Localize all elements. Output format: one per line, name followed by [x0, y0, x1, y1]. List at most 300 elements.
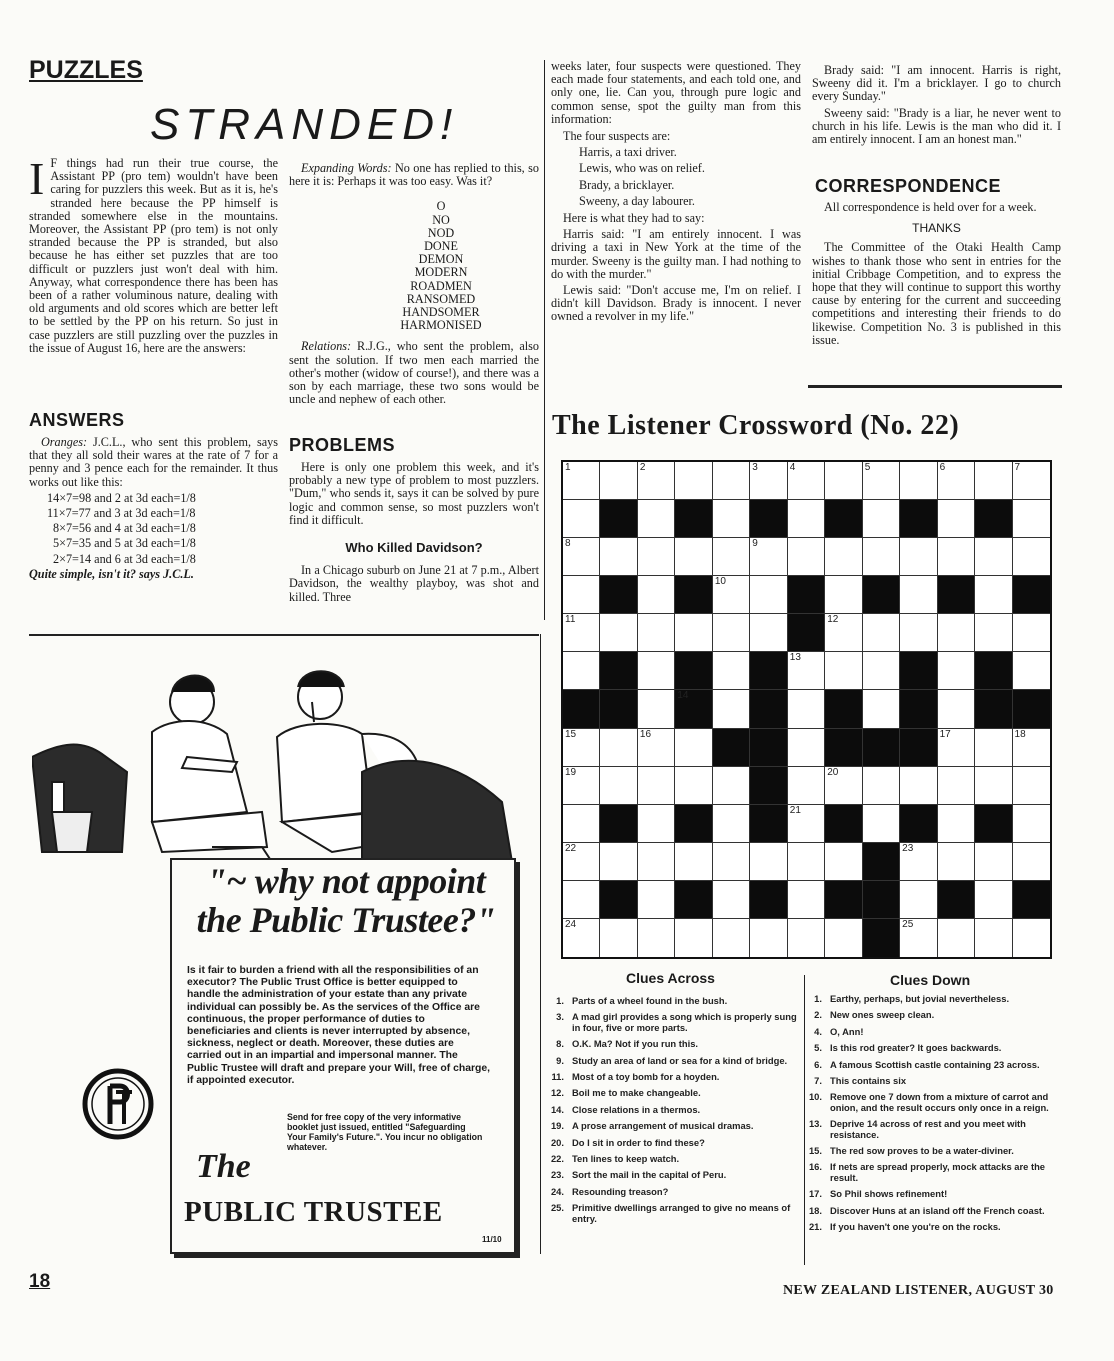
crossword-cell[interactable] [788, 881, 825, 919]
crossword-cell[interactable] [825, 614, 862, 652]
crossword-block [750, 805, 787, 843]
footer-masthead: NEW ZEALAND LISTENER, AUGUST 30 [783, 1283, 1054, 1298]
clue-text: If nets are spread properly, mock attacks are the result. [830, 1161, 1046, 1183]
crossword-cell[interactable] [900, 919, 937, 957]
clue-number: 2. [814, 1009, 822, 1021]
crossword-grid[interactable] [561, 460, 1052, 959]
crossword-cell[interactable] [713, 843, 750, 881]
crossword-cell[interactable] [975, 881, 1012, 919]
clue-number: 1. [556, 995, 564, 1006]
crossword-block [863, 843, 900, 881]
crossword-cell[interactable] [938, 462, 975, 500]
cell-number: 24 [565, 918, 577, 930]
crossword-cell[interactable] [825, 919, 862, 957]
clue-item [542, 1138, 798, 1148]
correspondence-heading: CORRESPONDENCE [815, 176, 1002, 196]
crossword-cell[interactable] [563, 462, 600, 500]
crossword-cell[interactable] [975, 843, 1012, 881]
crossword-cell[interactable] [788, 690, 825, 728]
crossword-cell[interactable] [675, 614, 712, 652]
crossword-block [975, 805, 1012, 843]
crossword-cell[interactable] [675, 538, 712, 576]
clue-text: So Phil shows refinement! [830, 1188, 948, 1200]
crossword-block [863, 576, 900, 614]
crossword-cell[interactable] [1013, 538, 1050, 576]
crossword-block [825, 805, 862, 843]
cell-number: 22 [565, 842, 577, 854]
crossword-cell[interactable] [863, 614, 900, 652]
crossword-block [863, 729, 900, 767]
crossword-block [675, 690, 712, 728]
article-title: STRANDED! [150, 100, 459, 149]
cell-number: 15 [565, 728, 577, 740]
clue-item [542, 1039, 798, 1049]
clue-number: 22. [550, 1153, 564, 1165]
said-intro: Here is what they had to say: [563, 211, 705, 226]
expanding-text: No one has replied to this, so here it is: Perhaps it was too easy. Was it? [289, 161, 539, 189]
crossword-cell[interactable] [638, 919, 675, 957]
clue-number: 8. [556, 1038, 564, 1050]
clue-text: If you haven't one you're on the rocks. [830, 1221, 1001, 1233]
calc-line: 8×7=56 and 4 at 3d each=1/8 [53, 521, 196, 536]
clue-number: 24. [550, 1185, 564, 1197]
crossword-cell[interactable] [1013, 652, 1050, 690]
clue-text: Earthy, perhaps, but jovial nevertheless. [830, 993, 1010, 1004]
problem-statements-cont [812, 64, 1061, 149]
sweeny-statement: Sweeny said: "Brady is a liar, he never went to church in his life. Lewis is the man who did it. I am entirely innocent. I am an honest man." [812, 105, 1061, 147]
crossword-block [675, 500, 712, 538]
crossword-block [825, 690, 862, 728]
crossword-cell[interactable] [825, 576, 862, 614]
crossword-cell[interactable] [675, 767, 712, 805]
crossword-cell[interactable] [713, 881, 750, 919]
crossword-block [975, 500, 1012, 538]
clue-text: Discover Huns at an island off the French coast. [830, 1204, 1045, 1216]
crossword-cell[interactable] [1013, 767, 1050, 805]
crossword-cell[interactable] [638, 843, 675, 881]
crossword-cell[interactable] [975, 919, 1012, 957]
crossword-cell[interactable] [713, 576, 750, 614]
clue-number: 9. [556, 1054, 564, 1066]
crossword-cell[interactable] [788, 729, 825, 767]
clue-number: 17. [808, 1188, 822, 1200]
clue-number: 10. [808, 1091, 822, 1103]
clue-text: Sort the mail in the capital of Peru. [572, 1169, 727, 1181]
suspect-item: Lewis, who was on relief. [579, 161, 705, 176]
crossword-block [675, 881, 712, 919]
clue-item [800, 1146, 1060, 1156]
crossword-cell[interactable] [825, 462, 862, 500]
crossword-cell[interactable] [900, 767, 937, 805]
crossword-cell[interactable] [600, 919, 637, 957]
answers-column [29, 436, 278, 581]
clue-number: 12. [550, 1087, 564, 1099]
clue-text: Primitive dwellings arranged to give no means of entry. [572, 1202, 791, 1224]
crossword-cell[interactable] [788, 462, 825, 500]
crossword-cell[interactable] [600, 843, 637, 881]
section-heading: PUZZLES [29, 56, 143, 84]
clue-number: 3. [556, 1011, 564, 1023]
crossword-cell[interactable] [863, 805, 900, 843]
oranges-label: Oranges: [41, 435, 88, 449]
ad-brand: PUBLIC TRUSTEE [184, 1196, 443, 1228]
crossword-cell[interactable] [938, 767, 975, 805]
clue-text: Study an area of land or sea for a kind of bridge. [572, 1054, 788, 1066]
clue-number: 1. [814, 993, 822, 1004]
crossword-cell[interactable] [863, 690, 900, 728]
crossword-cell[interactable] [1013, 614, 1050, 652]
crossword-cell[interactable] [900, 614, 937, 652]
crossword-cell[interactable] [713, 462, 750, 500]
crossword-cell[interactable] [750, 614, 787, 652]
crossword-cell[interactable] [938, 538, 975, 576]
public-trust-logo-icon [82, 1068, 154, 1140]
clue-text: Parts of a wheel found in the bush. [572, 995, 728, 1006]
clue-number: 4. [814, 1025, 822, 1037]
clue-item [800, 1162, 1060, 1183]
crossword-cell[interactable] [675, 919, 712, 957]
pt-logo [82, 1068, 154, 1140]
men-seated-illustration [32, 662, 532, 862]
divider-rule [808, 385, 1062, 388]
crossword-cell[interactable] [788, 652, 825, 690]
clue-number: 23. [550, 1169, 564, 1181]
crossword-cell[interactable] [750, 576, 787, 614]
crossword-cell[interactable] [600, 538, 637, 576]
clue-item [800, 1206, 1060, 1216]
crossword-block [900, 729, 937, 767]
clue-number: 15. [808, 1145, 822, 1157]
crossword-block [750, 652, 787, 690]
crossword-cell[interactable] [600, 614, 637, 652]
clue-number: 5. [814, 1042, 822, 1054]
cell-number: 18 [1014, 728, 1026, 740]
expanding-label: Expanding Words: [301, 161, 392, 175]
clues-across-list [542, 996, 798, 1230]
crossword-cell[interactable] [1013, 843, 1050, 881]
crossword-cell[interactable] [713, 500, 750, 538]
crossword-cell[interactable] [825, 652, 862, 690]
clue-item [800, 1119, 1060, 1140]
clue-text: Remove one 7 down from a mixture of carrot and onion, and the result occurs only once in a reign. [830, 1091, 1049, 1113]
problem-subheading: Who Killed Davidson? [345, 540, 483, 556]
crossword-cell[interactable] [638, 805, 675, 843]
crossword-cell[interactable] [825, 538, 862, 576]
problem-story-start: In a Chicago suburb on June 21 at 7 p.m., Albert Davidson, the wealthy playboy, was shot and killed. Three [289, 563, 539, 604]
clue-text: Ten lines to keep watch. [572, 1153, 680, 1165]
crossword-cell[interactable] [900, 462, 937, 500]
crossword-cell[interactable] [750, 919, 787, 957]
cell-number: 13 [789, 652, 801, 664]
crossword-cell[interactable] [713, 919, 750, 957]
crossword-cell[interactable] [788, 843, 825, 881]
clue-number: 16. [808, 1161, 822, 1173]
calc-line: 11×7=77 and 3 at 3d each=1/8 [47, 506, 196, 521]
crossword-cell[interactable] [788, 805, 825, 843]
crossword-cell[interactable] [900, 881, 937, 919]
suspects-intro: The four suspects are: [563, 129, 671, 144]
crossword-cell[interactable] [713, 690, 750, 728]
ad-headline [176, 862, 516, 940]
cell-number: 6 [939, 462, 946, 473]
answers-closing: Quite simple, isn't it? says J.C.L. [29, 566, 194, 581]
crossword-block [938, 576, 975, 614]
clue-item [542, 996, 798, 1006]
clue-number: 14. [550, 1103, 564, 1115]
crossword-cell[interactable] [638, 614, 675, 652]
crossword-cell[interactable] [750, 538, 787, 576]
crossword-cell[interactable] [825, 767, 862, 805]
crossword-cell[interactable] [900, 538, 937, 576]
crossword-block [750, 500, 787, 538]
lewis-statement: Lewis said: "Don't accuse me, I'm on relief. I didn't kill Davidson. Brady is innocent. I never owned a revolver in my life." [551, 283, 801, 324]
crossword-cell[interactable] [975, 729, 1012, 767]
crossword-cell[interactable] [938, 919, 975, 957]
clue-item [800, 1027, 1060, 1037]
crossword-cell[interactable] [938, 690, 975, 728]
cell-number: 16 [639, 728, 652, 740]
crossword-cell[interactable] [788, 538, 825, 576]
problems-heading: PROBLEMS [289, 435, 396, 455]
crossword-block [750, 767, 787, 805]
clue-item [542, 1056, 798, 1066]
suspect-item: Harris, a taxi driver. [579, 145, 677, 160]
clue-item [542, 1203, 798, 1224]
cell-number: 19 [565, 766, 577, 778]
clues-down-list [800, 994, 1060, 1239]
suspect-item: Brady, a bricklayer. [579, 177, 675, 192]
crossword-cell[interactable] [938, 843, 975, 881]
clue-text: A famous Scottish castle containing 23 across. [830, 1058, 1040, 1070]
crossword-cell[interactable] [938, 805, 975, 843]
correspondence-text: All correspondence is held over for a week. [824, 200, 1037, 214]
clue-number: 25. [550, 1202, 564, 1214]
crossword-block [825, 500, 862, 538]
harris-statement: Harris said: "I am entirely innocent. I was driving a taxi in New York at the time of the murder. Sweeny is the guilty man. I had nothing to do with the murder." [551, 227, 801, 281]
crossword-cell[interactable] [563, 881, 600, 919]
page-number: 18 [29, 1271, 51, 1292]
clue-number: 6. [814, 1058, 822, 1070]
crossword-cell[interactable] [638, 576, 675, 614]
crossword-cell[interactable] [563, 729, 600, 767]
crossword-cell[interactable] [975, 576, 1012, 614]
cell-number: 20 [827, 766, 839, 778]
ad-illustration [32, 662, 532, 862]
crossword-cell[interactable] [863, 767, 900, 805]
cell-number: 5 [864, 462, 871, 473]
crossword-cell[interactable] [638, 690, 675, 728]
clue-item [800, 1060, 1060, 1070]
clue-text: Close relations in a thermos. [572, 1103, 701, 1115]
column-rule [544, 60, 545, 620]
expanding-words [289, 162, 539, 409]
crossword-block [863, 881, 900, 919]
clue-item [542, 1121, 798, 1131]
thanks-text: The Committee of the Otaki Health Camp wishes to thank those who sent in entries for the initial Cribbage Competition, and to express the hope that they will continue to support this worthy cause by entering for the current and succeeding competitions and interesting their friends to do likewise. Competition No. 3 is published in this issue. [812, 240, 1061, 347]
cell-number: 2 [639, 462, 646, 473]
crossword-block [600, 881, 637, 919]
problem-continued [551, 60, 801, 327]
crossword-cell[interactable] [638, 538, 675, 576]
crossword-cell[interactable] [750, 843, 787, 881]
crossword-cell[interactable] [900, 843, 937, 881]
crossword-block [1013, 690, 1050, 728]
crossword-cell[interactable] [563, 614, 600, 652]
cell-number: 4 [789, 462, 796, 473]
clue-number: 19. [550, 1120, 564, 1132]
crossword-block [713, 729, 750, 767]
crossword-cell[interactable] [825, 843, 862, 881]
crossword-cell[interactable] [938, 500, 975, 538]
ad-code: 11/10 [482, 1235, 502, 1244]
crossword-cell[interactable] [638, 881, 675, 919]
clue-text: The red sow proves to be a water-diviner. [830, 1145, 1014, 1157]
cell-number: 23 [902, 842, 914, 854]
crossword-cell[interactable] [563, 576, 600, 614]
crossword-block [600, 652, 637, 690]
crossword-cell[interactable] [1013, 729, 1050, 767]
clue-item [542, 1187, 798, 1197]
crossword-cell[interactable] [563, 500, 600, 538]
crossword-cell[interactable] [563, 767, 600, 805]
cell-number: 10 [714, 576, 726, 588]
clue-item [542, 1012, 798, 1033]
cell-number: 17 [939, 728, 951, 740]
crossword-cell[interactable] [600, 729, 637, 767]
clues-across-heading: Clues Across [626, 970, 715, 986]
ad-headline-line1: "~ why not appoint [206, 861, 486, 901]
crossword-cell[interactable] [600, 462, 637, 500]
clue-text: Is this rod greater? It goes backwards. [830, 1042, 1002, 1054]
crossword-cell[interactable] [1013, 500, 1050, 538]
crossword-block [788, 614, 825, 652]
crossword-cell[interactable] [1013, 462, 1050, 500]
crossword-cell[interactable] [788, 500, 825, 538]
crossword-cell[interactable] [713, 767, 750, 805]
crossword-block [600, 576, 637, 614]
clue-number: 11. [551, 1071, 564, 1083]
clue-number: 20. [550, 1136, 564, 1148]
crossword-block [1013, 881, 1050, 919]
crossword-cell[interactable] [788, 919, 825, 957]
clue-text: A prose arrangement of musical dramas. [572, 1120, 754, 1132]
crossword-cell[interactable] [638, 462, 675, 500]
crossword-block [900, 500, 937, 538]
clue-item [542, 1154, 798, 1164]
crossword-cell[interactable] [563, 538, 600, 576]
word-ladder-item: NOD [427, 225, 455, 240]
crossword-cell[interactable] [713, 805, 750, 843]
crossword-cell[interactable] [563, 805, 600, 843]
crossword-cell[interactable] [938, 614, 975, 652]
crossword-cell[interactable] [938, 652, 975, 690]
crossword-cell[interactable] [638, 500, 675, 538]
calc-line: 14×7=98 and 2 at 3d each=1/8 [47, 490, 196, 505]
ad-offer: Send for free copy of the very informative booklet just issued, entitled "Safeguarding Your Family's Future.". You incur no obligation whatever. [287, 1112, 483, 1152]
crossword-block [863, 919, 900, 957]
word-ladder-item: ROADMEN [410, 278, 472, 293]
suspect-item: Sweeny, a day labourer. [579, 193, 695, 208]
crossword-cell[interactable] [788, 767, 825, 805]
word-ladder-item: MODERN [414, 265, 468, 280]
crossword-block [563, 690, 600, 728]
crossword-cell[interactable] [975, 614, 1012, 652]
problems-column [289, 461, 539, 607]
crossword-cell[interactable] [638, 729, 675, 767]
crossword-block [600, 500, 637, 538]
column-rule [540, 634, 541, 1254]
cell-number: 9 [752, 538, 758, 550]
crossword-cell[interactable] [1013, 919, 1050, 957]
relations-text: R.J.G., who sent the problem, also sent the solution. If two men each married the other's mother (widow of course!), and there was a son by each marriage, these two sons would be uncle and nephew of each other. [289, 339, 539, 407]
crossword-cell[interactable] [563, 652, 600, 690]
relations-label: Relations: [301, 339, 352, 354]
clue-text: Boil me to make changeable. [572, 1087, 701, 1099]
cell-number: 12 [827, 614, 839, 626]
crossword-cell[interactable] [975, 462, 1012, 500]
cell-number: 7 [1014, 462, 1021, 473]
clue-text: This contains six [830, 1075, 907, 1087]
crossword-cell[interactable] [863, 538, 900, 576]
cell-number: 21 [789, 804, 801, 816]
ad-body: Is it fair to burden a friend with all the responsibilities of an executor? The Public Trust Office is better equipped to handle the administration of your estate than any private individual can possibly be. As the services of the Office are continuous, the proper performance of duties to beneficiaries and clients is never interrupted by absence, sickness, neglect or death. Moreover, these duties are carried out in an impartial and impersonal manner. The Public Trustee will draft and prepare your Will, free of charge, if appointed executor. [187, 965, 491, 1086]
crossword-cell[interactable] [713, 614, 750, 652]
clue-text: Resounding treason? [572, 1185, 669, 1197]
crossword-cell[interactable] [638, 652, 675, 690]
crossword-cell[interactable] [675, 843, 712, 881]
word-ladder-item: DONE [424, 239, 458, 254]
crossword-cell[interactable] [863, 462, 900, 500]
crossword-cell[interactable] [863, 652, 900, 690]
crossword-cell[interactable] [713, 538, 750, 576]
crossword-cell[interactable] [975, 767, 1012, 805]
clue-item [542, 1088, 798, 1098]
clue-number: 18. [808, 1204, 822, 1216]
crossword-cell[interactable] [713, 652, 750, 690]
intro-text: F things had run their true course, the Assistant PP (pro tem) wouldn't have been caring for puzzlers this week. But as it is, he's stranded here because the PP himself is stranded somewhere else in the mountains. Moreover, the Assistant PP (pro tem) is not only stranded because the PP is stranded, but also because he has either set puzzles that are too difficult or puzzlers just won't deal with him. Anyway, what correspondence there has been has been of a rather voluminous nature, dealing with old arguments and old scores which are better left to be settled by the PP on his return. So just in case puzzlers are still puzzling over the puzzles in the issue of August 16, here are the answers: [29, 156, 278, 355]
crossword-block [900, 652, 937, 690]
clue-item [800, 1010, 1060, 1020]
crossword-cell[interactable] [938, 729, 975, 767]
calc-line: 2×7=14 and 6 at 3d each=1/8 [53, 551, 196, 566]
cell-number: 8 [565, 538, 571, 550]
crossword-cell[interactable] [675, 462, 712, 500]
clue-item [542, 1105, 798, 1115]
clue-text: O, Ann! [830, 1025, 864, 1037]
crossword-cell[interactable] [863, 500, 900, 538]
crossword-block [788, 576, 825, 614]
crossword-cell[interactable] [675, 729, 712, 767]
crossword-cell[interactable] [900, 576, 937, 614]
ad-brand-the: The [196, 1148, 251, 1185]
answers-heading: ANSWERS [29, 410, 125, 430]
word-ladder-item: RANSOMED [406, 291, 476, 306]
crossword-cell[interactable] [600, 767, 637, 805]
clue-number: 13. [808, 1118, 822, 1130]
crossword-block [975, 690, 1012, 728]
crossword-block [675, 652, 712, 690]
crossword-cell[interactable] [1013, 805, 1050, 843]
crossword-block [600, 690, 637, 728]
clue-number: 7. [814, 1075, 822, 1087]
crossword-cell[interactable] [975, 538, 1012, 576]
crossword-cell[interactable] [563, 919, 600, 957]
crossword-cell[interactable] [638, 767, 675, 805]
problem-story-cont: weeks later, four suspects were questioned. They each made four statements, and each told one, and only one, lie. Can you, through pure logic and common sense, spot the guilty man from this information: [551, 59, 801, 126]
intro-column [29, 153, 278, 355]
crossword-cell[interactable] [563, 843, 600, 881]
crossword-cell[interactable] [750, 462, 787, 500]
